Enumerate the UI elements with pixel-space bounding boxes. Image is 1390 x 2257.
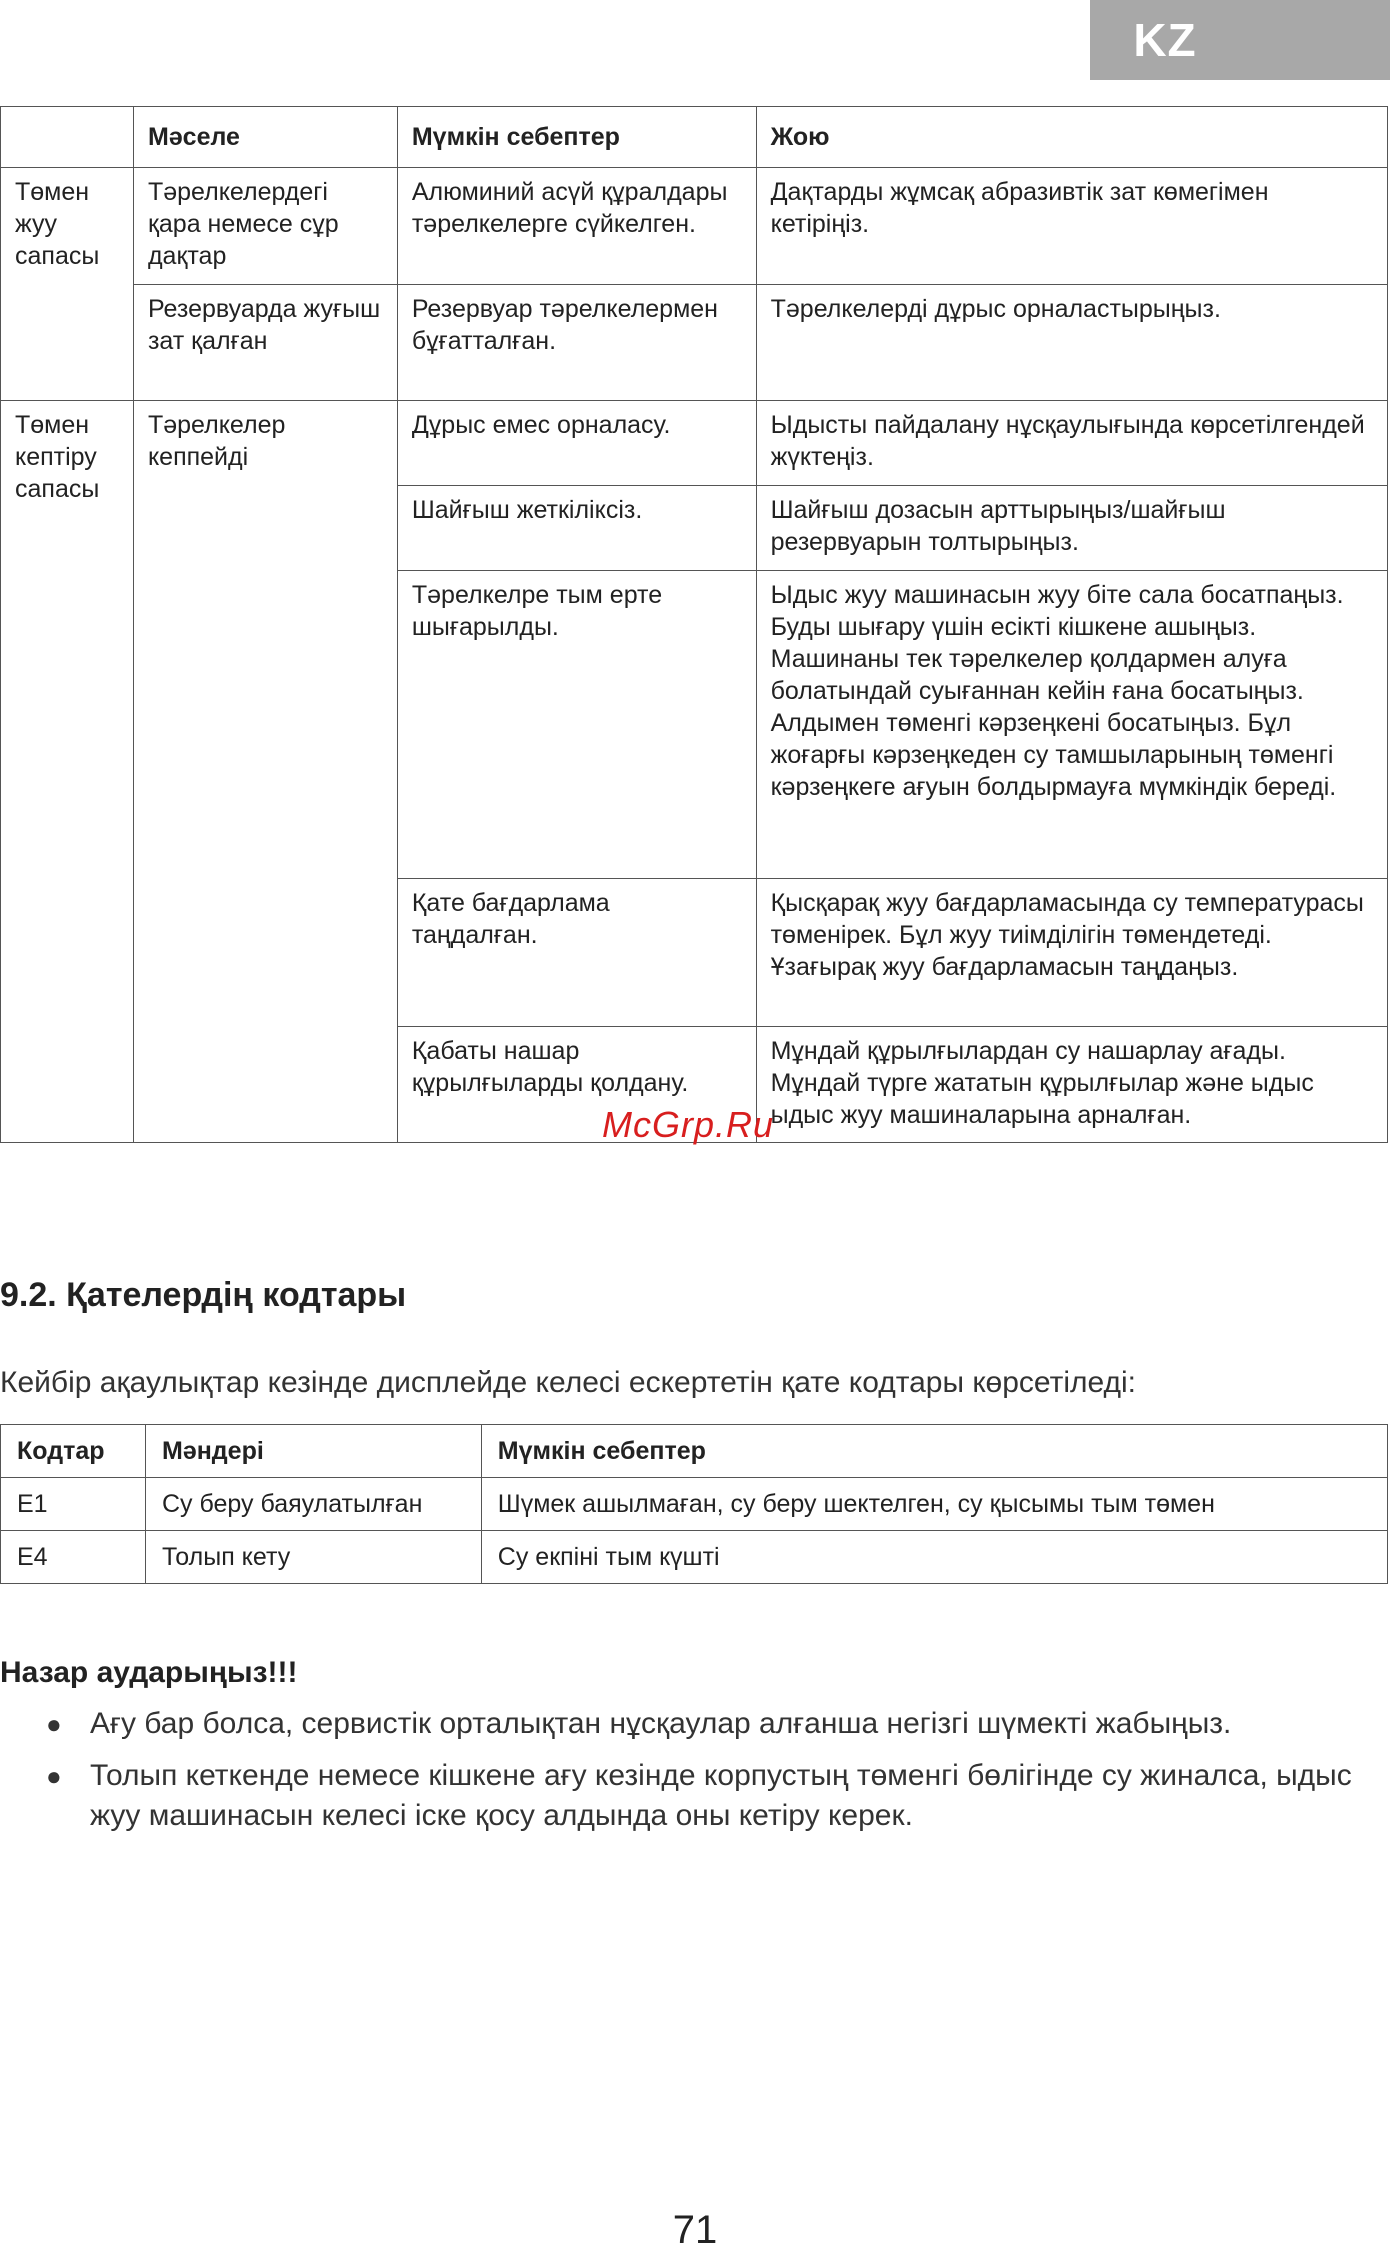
language-badge <box>1090 0 1390 80</box>
page-number: 71 <box>672 2208 718 2252</box>
error-codes-table <box>0 1424 1388 1584</box>
list-item <box>0 1704 1390 1744</box>
cause-cell: Шайғыш жеткіліксіз. <box>397 486 756 571</box>
code-cell: E4 <box>1 1531 146 1584</box>
warning-list <box>0 1704 1390 1848</box>
warning-text: Толып кеткенде немесе кішкене ағу кезінде корпустың төменгі бөлігінде су жиналса, ыдыс жуу машинасын келесі іске қосу алдында оны кетіру керек. <box>90 1759 1352 1832</box>
cause-cell: Резервуар тәрелкелермен бұғатталған. <box>397 285 756 401</box>
problem-cell: Тәрелкелер кеппейді <box>133 401 397 1143</box>
cause-cell: Су екпіні тым күшті <box>481 1531 1387 1584</box>
meaning-cell: Толып кету <box>145 1531 481 1584</box>
meaning-cell: Су беру баяулатылған <box>145 1478 481 1531</box>
fix-cell: Дақтарды жұмсақ абразивтік зат көмегімен кетіріңіз. <box>756 168 1387 285</box>
cause-cell: Қате бағдарлама таңдалған. <box>397 879 756 1027</box>
section-intro: Кейбір ақаулықтар кезінде дисплейде келесі ескертетін қате кодтары көрсетіледі: <box>0 1366 1137 1399</box>
header-category <box>1 107 134 168</box>
table-row <box>1 401 1388 486</box>
watermark: McGrp.Ru <box>602 1104 775 1145</box>
header-fix: Жою <box>756 107 1387 168</box>
fix-cell: Ыдыс жуу машинасын жуу біте сала босатпаңыз. Буды шығару үшін есікті кішкене ашыңыз. Машинаны тек тәрелкелер қолдармен алуға болатындай суығаннан кейін ғана босатыңыз. Алдымен төменгі кәрзеңкені босатыңыз. Бұл жоғарғы кәрзеңкеден су тамшыларының төменгі кәрзеңкеге ағуын болдырмауға мүмкіндік береді. <box>756 571 1387 879</box>
header-problem: Мәселе <box>133 107 397 168</box>
table-header-row <box>1 1425 1388 1478</box>
header-meaning: Мәндері <box>145 1425 481 1478</box>
table-row <box>1 285 1388 401</box>
bullet-icon: ● <box>46 1761 62 1791</box>
cause-cell: Шүмек ашылмаған, су беру шектелген, су қысымы тым төмен <box>481 1478 1387 1531</box>
warning-title: Назар аударыңыз!!! <box>0 1656 298 1689</box>
code-cell: E1 <box>1 1478 146 1531</box>
cause-cell: Алюминий асүй құралдары тәрелкелерге сүйкелген. <box>397 168 756 285</box>
warning-text: Ағу бар болса, сервистік орталықтан нұсқаулар алғанша негізгі шүмекті жабыңыз. <box>90 1707 1232 1740</box>
category-cell: Төмен кептіру сапасы <box>1 401 134 1143</box>
header-code: Кодтар <box>1 1425 146 1478</box>
fix-cell: Тәрелкелерді дұрыс орналастырыңыз. <box>756 285 1387 401</box>
category-cell: Төмен жуу сапасы <box>1 168 134 401</box>
fix-cell: Шайғыш дозасын арттырыңыз/шайғыш резервуарын толтырыңыз. <box>756 486 1387 571</box>
fix-cell: Мұндай құрылғылардан су нашарлау ағады. Мұндай түрге жататын құрылғылар және ыдыс ыдыс жуу машиналарына арналған. <box>756 1027 1387 1143</box>
troubleshooting-table <box>0 106 1388 1143</box>
cause-cell: Тәрелкелре тым ерте шығарылды. <box>397 571 756 879</box>
language-code: KZ <box>1133 14 1197 66</box>
fix-cell: Ыдысты пайдалану нұсқаулығында көрсетілгендей жүктеңіз. <box>756 401 1387 486</box>
table-row <box>1 168 1388 285</box>
table-row <box>1 1478 1388 1531</box>
header-causes: Мүмкін себептер <box>481 1425 1387 1478</box>
table-row <box>1 1531 1388 1584</box>
problem-cell: Тәрелкелердегі қара немесе сұр дақтар <box>133 168 397 285</box>
table-header-row <box>1 107 1388 168</box>
problem-cell: Резервуарда жуғыш зат қалған <box>133 285 397 401</box>
section-heading: 9.2. Қателердің кодтары <box>0 1276 407 1314</box>
list-item <box>0 1756 1390 1836</box>
header-causes: Мүмкін себептер <box>397 107 756 168</box>
cause-cell: Қабаты нашар құрылғыларды қолдану. <box>397 1027 756 1143</box>
cause-cell: Дұрыс емес орналасу. <box>397 401 756 486</box>
fix-cell: Қысқарақ жуу бағдарламасында су температурасы төменірек. Бұл жуу тиімділігін төмендетеді. Ұзағырақ жуу бағдарламасын таңдаңыз. <box>756 879 1387 1027</box>
bullet-icon: ● <box>46 1709 62 1739</box>
